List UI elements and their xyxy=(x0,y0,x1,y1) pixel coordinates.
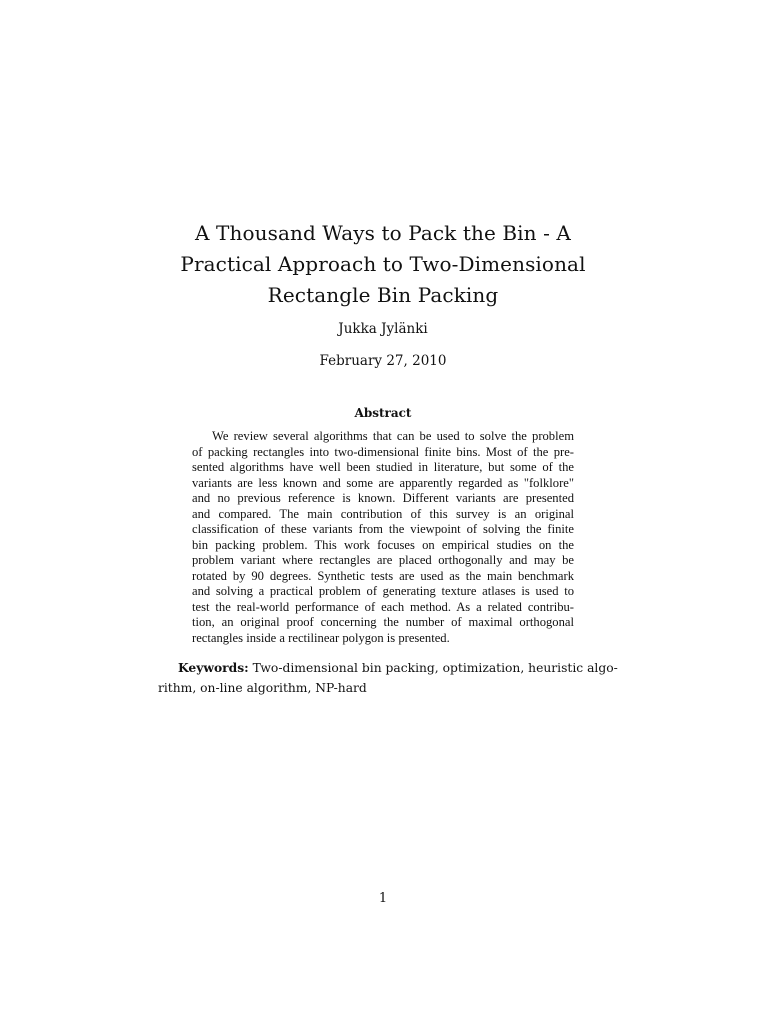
keywords-section xyxy=(158,658,618,698)
abstract-line: and no previous reference is known. Different variants are presented xyxy=(192,491,574,505)
title-line: Rectangle Bin Packing xyxy=(267,283,499,307)
abstract-line: rectangles inside a rectilinear polygon is presented. xyxy=(192,630,450,645)
author-name: Jukka Jylänki xyxy=(338,321,428,337)
abstract-line: tion, an original proof concerning the number of maximal orthogonal xyxy=(192,615,574,629)
abstract-line: and compared. The main contribution of this survey is an original xyxy=(192,506,574,521)
title-line: Practical Approach to Two-Dimensional xyxy=(180,252,586,276)
keywords-line xyxy=(158,658,618,678)
abstract-line: bin packing problem. This work focuses on empirical studies on the xyxy=(192,537,574,552)
keywords-label: Keywords: xyxy=(178,660,249,675)
publication-date: February 27, 2010 xyxy=(319,353,447,369)
paper-title xyxy=(150,218,616,311)
keywords-line: rithm, on-line algorithm, NP-hard xyxy=(158,681,367,695)
title-line: A Thousand Ways to Pack the Bin - A xyxy=(195,221,571,245)
abstract-line: classification of these variants from the viewpoint of solving the finite xyxy=(192,522,574,536)
abstract-line: problem variant where rectangles are placed orthogonally and may be xyxy=(192,553,574,567)
abstract-line: of packing rectangles into two-dimensional finite bins. Most of the pre- xyxy=(192,444,574,459)
keywords-text: Two-dimensional bin packing, optimization, heuristic algo- xyxy=(252,661,618,675)
abstract-line: sented algorithms have well been studied in literature, but some of the xyxy=(192,460,574,474)
abstract-line: and solving a practical problem of generating texture atlases is used to xyxy=(192,584,574,598)
abstract-line: We review several algorithms that can be used to solve the problem xyxy=(212,429,574,443)
abstract-line: variants are less known and some are apparently regarded as "folklore" xyxy=(192,475,574,490)
abstract-line: rotated by 90 degrees. Synthetic tests are used as the main benchmark xyxy=(192,568,574,583)
page-number: 1 xyxy=(378,891,388,906)
abstract-line: test the real-world performance of each method. As a related contribu- xyxy=(192,599,574,614)
abstract-heading: Abstract xyxy=(354,406,412,420)
abstract-body xyxy=(192,429,574,646)
